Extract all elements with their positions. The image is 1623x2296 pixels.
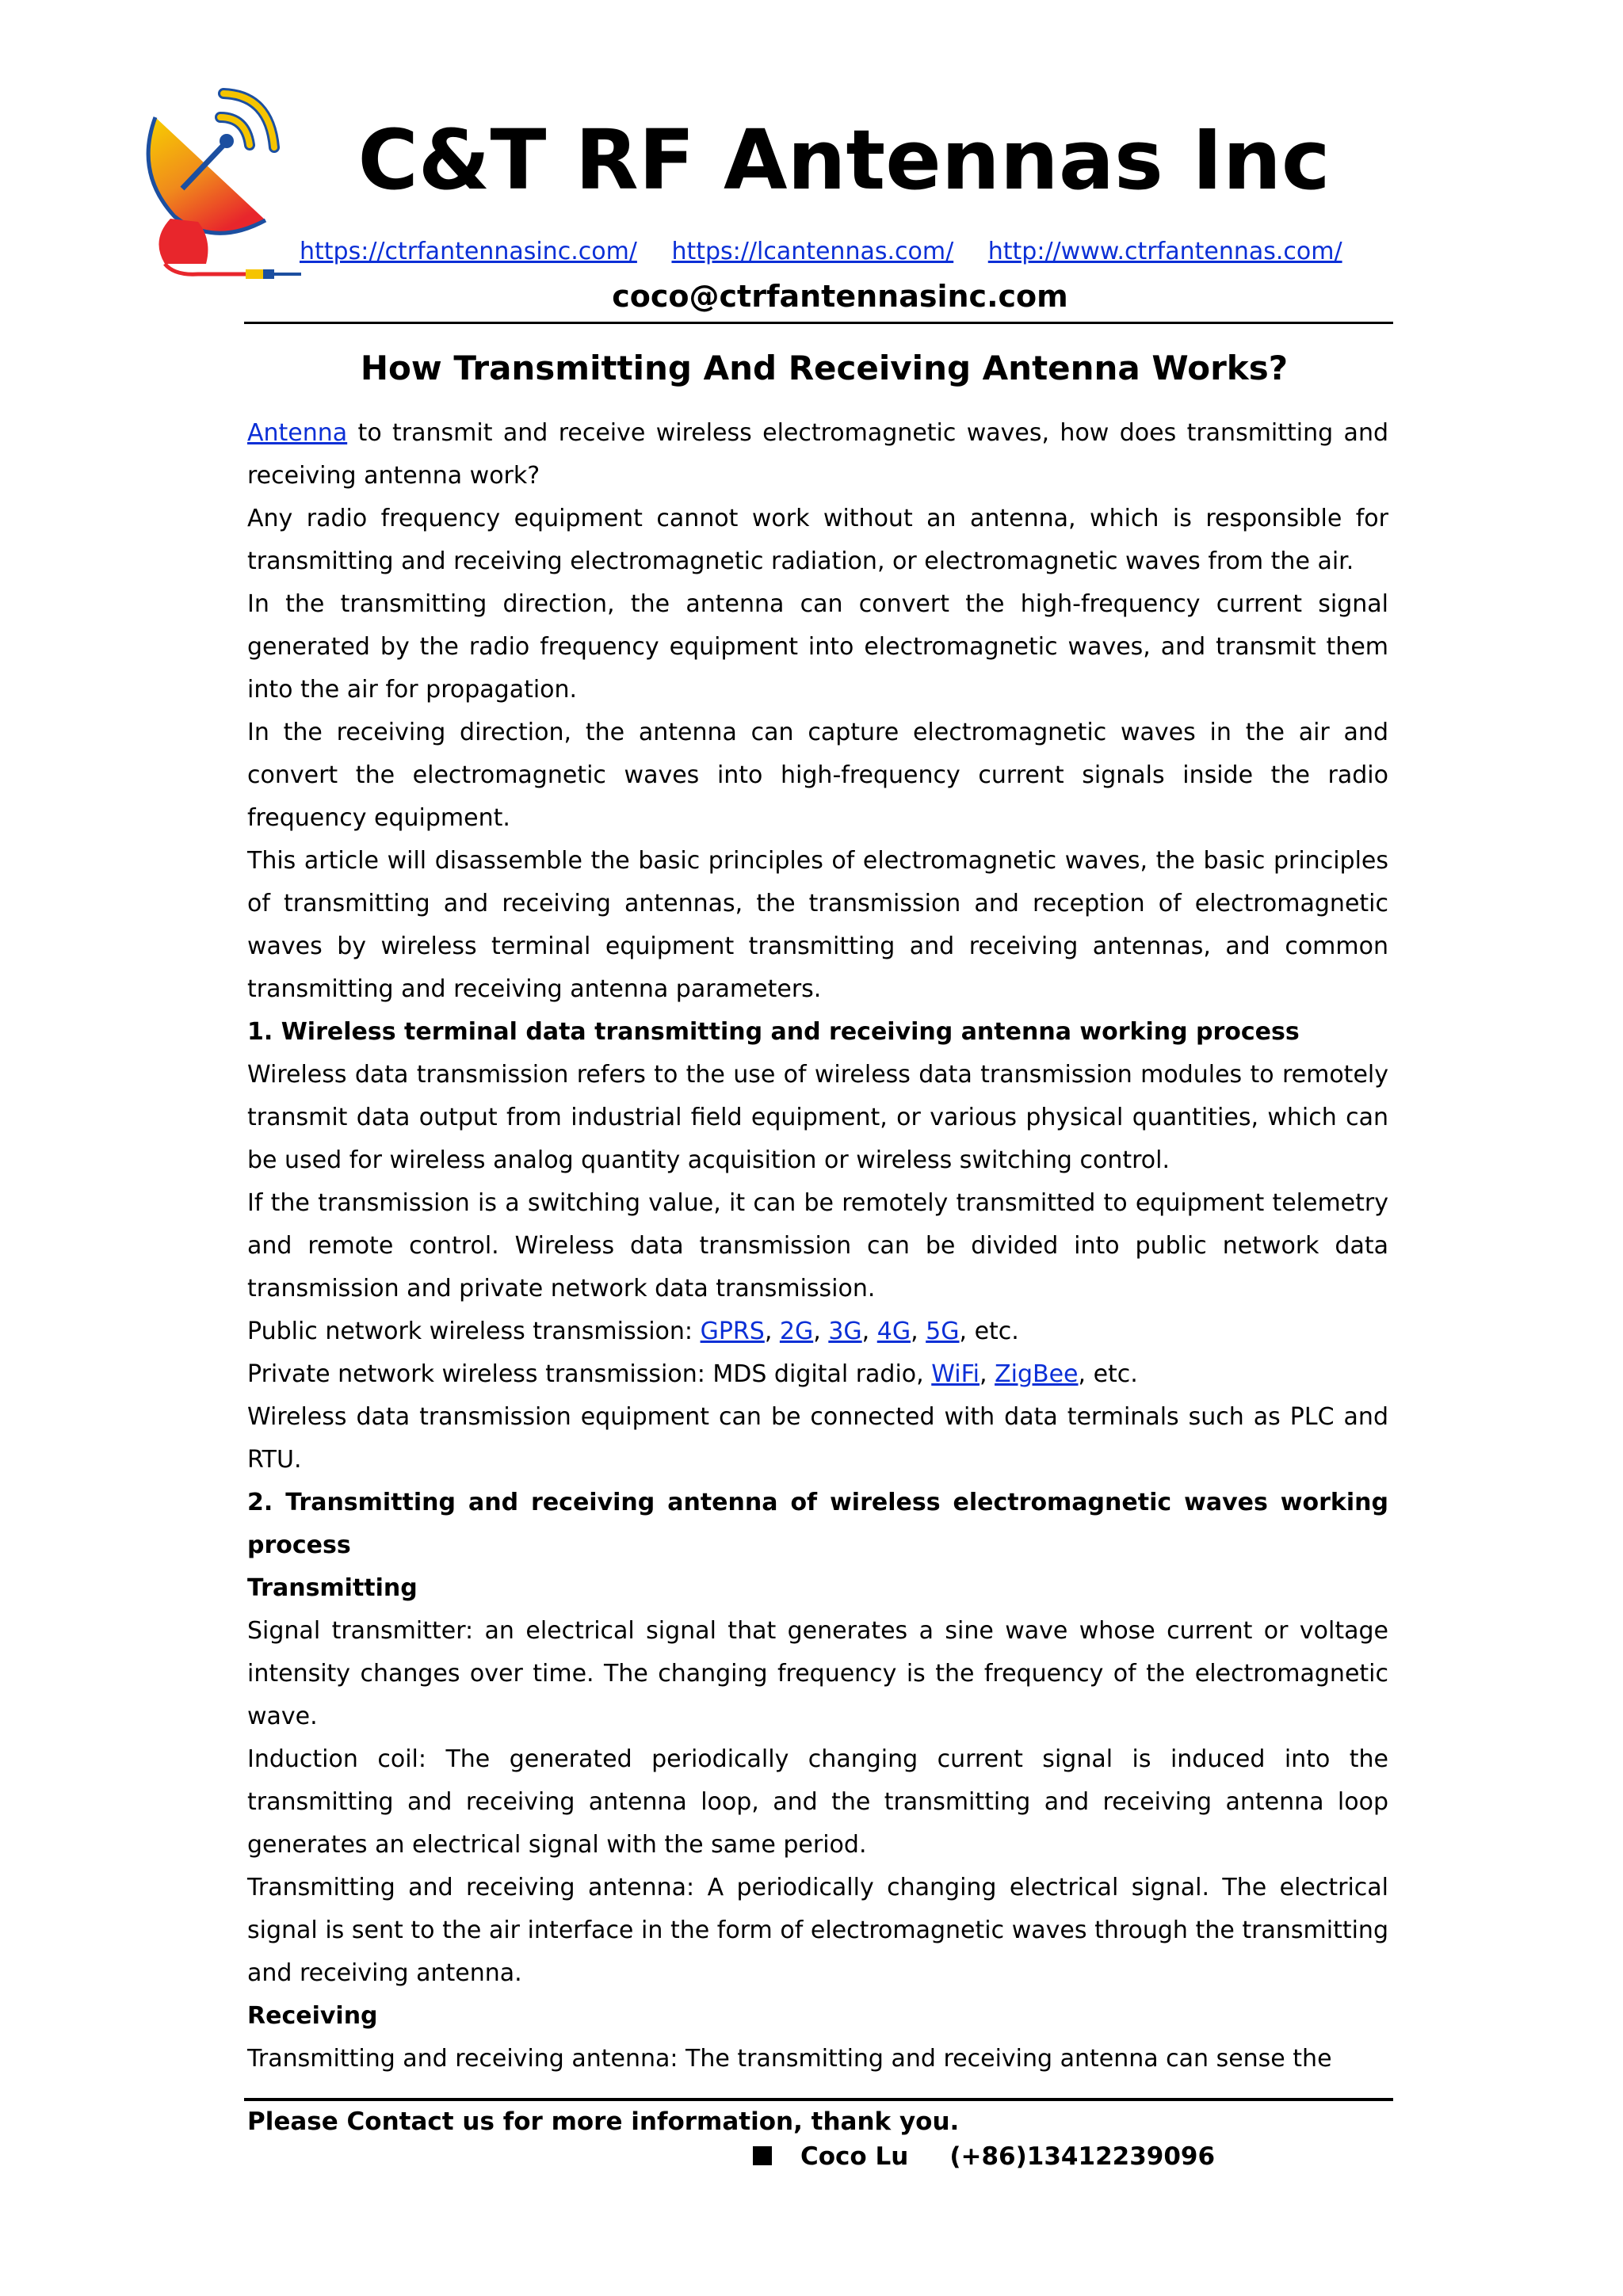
subheading-receiving: Receiving xyxy=(247,2002,378,2030)
paragraph: Signal transmitter: an electrical signal that generates a sine wave whose current or voltage intensity changes over time. The changing frequency is the frequency of the electromagnetic wave. xyxy=(247,1617,1388,1730)
contact-line xyxy=(753,2141,1215,2172)
website-links xyxy=(300,238,1409,266)
website-link-ctrfantennas[interactable]: http://www.ctrfantennas.com/ xyxy=(987,238,1342,265)
section-heading-1: 1. Wireless terminal data transmitting and receiving antenna working process xyxy=(247,1018,1300,1046)
footer-divider xyxy=(244,2098,1393,2101)
company-name: C&T RF Antennas Inc xyxy=(357,112,1331,208)
2g-link[interactable]: 2G xyxy=(779,1318,814,1345)
paragraph: Wireless data transmission equipment can be connected with data terminals such as PLC and RTU. xyxy=(247,1403,1388,1474)
paragraph: If the transmission is a switching value, it can be remotely transmitted to equipment telemetry and remote control. Wireless data transmission can be divided into public network data transmission and private network data transmission. xyxy=(247,1189,1388,1302)
separator: , xyxy=(979,1360,995,1388)
etc-text: , etc. xyxy=(959,1318,1019,1345)
paragraph: Any radio frequency equipment cannot work without an antenna, which is responsible for transmitting and receiving electromagnetic radiation, or electromagnetic waves from the air. xyxy=(247,505,1388,575)
separator: , xyxy=(911,1318,926,1345)
paragraph-intro xyxy=(247,412,1388,498)
zigbee-link[interactable]: ZigBee xyxy=(995,1360,1079,1388)
paragraph: Transmitting and receiving antenna: The transmitting and receiving antenna can sense the xyxy=(247,2045,1332,2073)
header-divider xyxy=(244,322,1393,324)
private-network-line xyxy=(247,1353,1388,1396)
gprs-link[interactable]: GPRS xyxy=(700,1318,765,1345)
private-network-label: Private network wireless transmission: MDS digital radio, xyxy=(247,1360,932,1388)
separator: , xyxy=(813,1318,829,1345)
company-logo xyxy=(127,86,309,284)
separator: , xyxy=(764,1318,780,1345)
etc-text: , etc. xyxy=(1078,1360,1138,1388)
separator: , xyxy=(861,1318,877,1345)
article-title: How Transmitting And Receiving Antenna Works? xyxy=(360,349,1289,387)
3g-link[interactable]: 3G xyxy=(828,1318,862,1345)
paragraph: In the receiving direction, the antenna can capture electromagnetic waves in the air and convert the electromagnetic waves into high-frequency current signals inside the radio frequency equipment. xyxy=(247,719,1388,832)
section-heading-2: 2. Transmitting and receiving antenna of wireless electromagnetic waves working process xyxy=(247,1489,1388,1559)
contact-name: Coco Lu xyxy=(800,2142,909,2171)
square-bullet-icon xyxy=(753,2146,772,2165)
paragraph: Wireless data transmission refers to the use of wireless data transmission modules to remotely transmit data output from industrial field equipment, or various physical quantities, which can be used for wireless analog quantity acquisition or wireless switching control. xyxy=(247,1061,1388,1174)
website-link-ctrfantennasinc[interactable]: https://ctrfantennasinc.com/ xyxy=(300,238,637,265)
public-network-label: Public network wireless transmission: xyxy=(247,1318,701,1345)
paragraph: In the transmitting direction, the antenna can convert the high-frequency current signal generated by the radio frequency equipment into electromagnetic waves, and transmit them into the air for propagation. xyxy=(247,590,1388,704)
antenna-link[interactable]: Antenna xyxy=(247,419,348,447)
paragraph: Induction coil: The generated periodically changing current signal is induced into the transmitting and receiving antenna loop, and the transmitting and receiving antenna loop generates an electrical signal with the same period. xyxy=(247,1745,1388,1859)
wifi-link[interactable]: WiFi xyxy=(931,1360,980,1388)
public-network-line xyxy=(247,1310,1388,1353)
subheading-transmitting: Transmitting xyxy=(247,1574,418,1602)
paragraph: Transmitting and receiving antenna: A periodically changing electrical signal. The electrical signal is sent to the air interface in the form of electromagnetic waves through the transmitting and receiving antenna. xyxy=(247,1874,1388,1987)
contact-email: coco@ctrfantennasinc.com xyxy=(612,279,1068,314)
website-link-lcantennas[interactable]: https://lcantennas.com/ xyxy=(671,238,954,265)
article-body xyxy=(247,412,1388,2081)
paragraph: This article will disassemble the basic principles of electromagnetic waves, the basic principles of transmitting and receiving antennas, the transmission and reception of electromagnetic waves by wireless terminal equipment transmitting and receiving antennas, and common transmitting and receiving antenna parameters. xyxy=(247,847,1388,1003)
contact-phone: (+86)13412239096 xyxy=(949,2142,1216,2171)
paragraph-intro-text: to transmit and receive wireless electromagnetic waves, how does transmitting and receiving antenna work? xyxy=(247,419,1388,490)
5g-link[interactable]: 5G xyxy=(926,1318,960,1345)
4g-link[interactable]: 4G xyxy=(876,1318,911,1345)
footer-note: Please Contact us for more information, thank you. xyxy=(247,2107,960,2136)
